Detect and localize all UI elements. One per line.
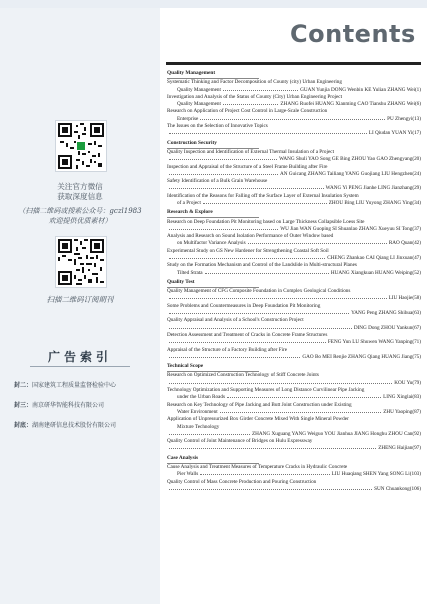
- author-line: [167, 445, 421, 452]
- article-title: Detection Assessment and Treatment of Cracks in Concrete Frame Structures: [167, 331, 328, 338]
- toc-entry[interactable]: [167, 479, 421, 494]
- ad-row: [14, 380, 160, 389]
- article-title: Systematic Thinking and Factor Decomposition of County (city) Urban Engineering: [167, 79, 342, 86]
- dot-leader: [200, 119, 385, 120]
- section-heading: Construction Security: [167, 139, 217, 146]
- dot-leader: [227, 397, 381, 398]
- page-number: (20): [412, 156, 421, 163]
- toc-entry[interactable]: [167, 79, 421, 94]
- toc-entry[interactable]: [167, 262, 421, 277]
- dot-leader: [223, 104, 278, 105]
- section-heading: Quality Management: [167, 70, 216, 77]
- article-title: Research on Optimized Construction Technology of Stiff Concrete Joints: [167, 372, 319, 379]
- article-title: Some Problems and Countermeasures in Deep Foundation Pit Monitoring: [167, 302, 321, 309]
- toc-entry[interactable]: [167, 372, 421, 387]
- author-line: [167, 200, 421, 207]
- author-line: [167, 171, 421, 178]
- section-heading: Research & Explore: [167, 209, 213, 216]
- ad-label: 封底：: [14, 422, 33, 429]
- dot-leader: [169, 434, 250, 435]
- table-of-contents: [167, 68, 421, 493]
- toc-entry[interactable]: [167, 149, 421, 164]
- page-number: (37): [412, 225, 421, 232]
- article-title-continued: Pier Walls: [177, 471, 199, 478]
- author-line: [167, 354, 421, 361]
- toc-entry[interactable]: [167, 248, 421, 263]
- toc-entry[interactable]: [167, 108, 421, 123]
- page-number: (79): [412, 379, 421, 386]
- dot-leader: [220, 412, 382, 413]
- ad-row: [14, 400, 160, 409]
- left-panel: [0, 8, 160, 604]
- wechat-qr-code: [55, 120, 107, 172]
- section-heading: Technical Scope: [167, 363, 204, 370]
- article-title-continued: Quality Management: [177, 101, 221, 108]
- scan-caption-line-2: 欢迎提供优质素材）: [48, 217, 112, 225]
- dot-leader: [169, 357, 300, 358]
- article-title: Analysis and Research on Sound Isolation Performance of Outer Window based: [167, 233, 334, 240]
- dot-leader: [169, 328, 352, 329]
- page-number: (83): [412, 394, 421, 401]
- article-authors: CHENG Zhankao CAI Qiang LI Jinxuan: [327, 255, 413, 262]
- section-heading: Quality Test: [167, 279, 195, 286]
- author-line: [167, 101, 421, 108]
- author-line: [167, 130, 421, 137]
- toc-entry[interactable]: [167, 416, 421, 438]
- article-title-continued: Water Environment: [177, 408, 218, 415]
- author-line: [167, 295, 421, 302]
- page-number: (87): [412, 408, 421, 415]
- ad-text: 国家建筑工程质量监督检验中心: [32, 382, 117, 389]
- page-number: (92): [412, 430, 421, 437]
- dot-leader: [169, 258, 325, 259]
- article-title: Research on Key Technology of Pipe Jacking and Butt Joint Construction under Existing: [167, 401, 352, 408]
- dot-leader: [169, 383, 392, 384]
- author-line: [167, 87, 421, 94]
- article-authors: WU Jian WAN Guoping SI Shuanlao ZHANG Xueyuu SI Tong: [280, 225, 413, 232]
- author-line: [167, 270, 421, 277]
- subscribe-caption: 扫描二维码订阅期刊: [46, 295, 114, 304]
- page-number: (17): [412, 130, 421, 137]
- author-line: [167, 310, 421, 317]
- article-title-continued: Mixture Technology: [177, 423, 220, 430]
- article-title-continued: under the Urban Roads: [177, 394, 225, 401]
- author-line: [167, 185, 421, 192]
- article-authors: FENG Yun LU Shuwen WANG Yanping: [327, 339, 413, 346]
- page-number: (106): [409, 485, 421, 492]
- article-title: Technology Optimization and Supporting Measures of Long Distance Curvilinear Pipe Jacking: [167, 387, 365, 394]
- follow-caption-line-1: 关注官方微信: [57, 182, 103, 191]
- follow-caption-line-2: 获取深度信息: [57, 192, 103, 201]
- page-number: (67): [412, 324, 421, 331]
- author-line: [167, 486, 421, 493]
- toc-entry[interactable]: [167, 332, 421, 347]
- toc-entry[interactable]: [167, 347, 421, 362]
- article-title: Investigation and Analysis of the Status of County (City) Urban Engineering Project: [167, 93, 343, 100]
- page-number: (24): [412, 170, 421, 177]
- article-authors: KOU Yu: [394, 379, 413, 386]
- author-line: [167, 116, 421, 123]
- article-authors: SUN Chuankong: [374, 485, 410, 492]
- toc-entry[interactable]: [167, 438, 421, 453]
- subscribe-qr-code: [55, 236, 107, 288]
- dot-leader: [223, 90, 298, 91]
- article-authors: ZHANG Ruofei HUANG Xianming CAO Tianshu ZHANG Wei: [280, 101, 415, 108]
- toc-entry[interactable]: [167, 94, 421, 109]
- dot-leader: [169, 298, 387, 299]
- article-title: Quality Control of Joint Maintenance of Bridges on Hulu Expressway: [167, 438, 313, 445]
- author-line: [167, 325, 421, 332]
- dot-leader: [200, 474, 329, 475]
- article-title: Application of Unpressurized Box Girder Concrete Mixed With Single Mineral Powder: [167, 416, 349, 423]
- article-authors: ZHENG Haijian: [378, 445, 413, 452]
- dot-leader: [169, 133, 367, 134]
- toc-entry[interactable]: [167, 123, 421, 138]
- toc-entry[interactable]: [167, 387, 421, 402]
- article-title: The Issues on the Selection of Innovative Topics: [167, 123, 268, 130]
- dot-leader: [248, 243, 387, 244]
- article-title-continued: Quality Management: [177, 86, 221, 93]
- article-title: Quality Management of CFG Composite Foundation in Complex Geological Conditions: [167, 288, 351, 295]
- top-band: [0, 0, 427, 8]
- toc-entry[interactable]: [167, 464, 421, 479]
- page-number: (1): [414, 86, 421, 93]
- scan-caption: [0, 206, 160, 226]
- author-line: [167, 409, 421, 416]
- author-line: [167, 471, 421, 478]
- article-authors: PU Zhengyi: [387, 115, 413, 122]
- dot-leader: [169, 448, 376, 449]
- dot-leader: [169, 313, 349, 314]
- page-number: (97): [412, 445, 421, 452]
- article-title: Research on Application of Project Cost Control in Large-Scale Construction: [167, 108, 328, 115]
- article-authors: WANG Yi PENG Jianhe LING Jianzhang: [325, 185, 413, 192]
- page-number: (63): [412, 310, 421, 317]
- article-authors: ZHOU Bing LIU Yuyong ZHANG Ying: [328, 199, 413, 206]
- article-title: Cause Analysis and Treatment Measures of Temperature Cracks in Hydraulic Concrete: [167, 463, 348, 470]
- article-title: Quality Inspection and Identification of External Thermal Insulation of a Project: [167, 148, 335, 155]
- page-number: (58): [412, 295, 421, 302]
- article-authors: HUANG Xiangkuan HUANG Weiping: [330, 269, 413, 276]
- article-title: Identification of the Reasons for Falling off the Surface Layer of External Insulation System: [167, 192, 359, 199]
- toc-entry[interactable]: [167, 402, 421, 417]
- article-title: Appraisal of the Structure of a Factory Building after Fire: [167, 346, 287, 353]
- author-line: [167, 431, 421, 438]
- author-line: [167, 394, 421, 401]
- ad-text: 南京研华智能科技有限公司: [32, 402, 105, 409]
- ad-index-rule: [30, 366, 130, 367]
- page-number: (42): [412, 240, 421, 247]
- dot-leader: [169, 174, 278, 175]
- article-authors: GAO Bo MEI Renjie ZHANG Qiang HUANG Jiang: [302, 353, 413, 360]
- article-title-continued: Enterprise: [177, 115, 199, 122]
- article-authors: ZHU Yaoping: [383, 408, 413, 415]
- author-line: [167, 380, 421, 387]
- author-line: [167, 156, 421, 163]
- page-number: (29): [412, 185, 421, 192]
- toc-entry[interactable]: [167, 219, 421, 234]
- title-rule: [166, 62, 421, 65]
- article-title-continued: of a Project: [177, 199, 201, 206]
- section-heading: Case Analysis: [167, 454, 199, 461]
- article-authors: RAO Quan: [388, 240, 413, 247]
- toc-entry[interactable]: [167, 164, 421, 179]
- article-title: Study on the Formation Mechanism and Control of the Landslide in Multi-structural Planes: [167, 262, 357, 269]
- author-line: [167, 226, 421, 233]
- page-number: (75): [412, 353, 421, 360]
- article-authors: AN Guicang ZHANG Tailiang YANG Guojiang LIU Hengzhen: [280, 170, 413, 177]
- article-title: Quality Appraisal and Analysis of a School's Construction Project: [167, 317, 304, 324]
- page-title: Contents: [290, 20, 416, 48]
- page-number: (103): [409, 471, 421, 478]
- follow-caption: [0, 182, 160, 202]
- article-authors: GUAN Yunjia DONG Wenbin KE Yulian ZHANG Wei: [300, 86, 415, 93]
- article-title: Experimental Study on GS New Hardener for Strengthening Coastal Soft Soil: [167, 247, 329, 254]
- dot-leader: [169, 188, 324, 189]
- article-authors: LIU Huaqiang SHEN Yang SONG Li: [331, 471, 410, 478]
- page-number: (6): [414, 101, 421, 108]
- ad-label: 封二：: [14, 382, 33, 389]
- article-title: Inspection and Appraisal of the Structure of a Steel Frame Building after Fire: [167, 163, 328, 170]
- page-number: (52): [412, 269, 421, 276]
- dot-leader: [169, 229, 278, 230]
- author-line: [167, 339, 421, 346]
- ad-index-title: 广告索引: [47, 350, 112, 364]
- author-line: [167, 255, 421, 262]
- article-title: Quality Control of Mass Concrete Production and Pouring Construction: [167, 478, 317, 485]
- dot-leader: [203, 203, 327, 204]
- toc-entry[interactable]: [167, 233, 421, 248]
- scan-caption-line-1: （扫描二维码或搜索公众号：gczl1983: [18, 207, 142, 215]
- toc-entry[interactable]: [167, 178, 421, 193]
- article-title: Research on Deep Foundation Pit Monitoring based on Large Thickness Collapsible Loess Site: [167, 218, 365, 225]
- page-number: (34): [412, 199, 421, 206]
- ad-label: 封三：: [14, 402, 33, 409]
- article-title-continued: Tilted Strata: [177, 269, 203, 276]
- article-authors: ZHANG Xuguang YANG Weiguo YOU Jianhua JIANG Honghu ZHOU Can: [252, 430, 413, 437]
- article-authors: YANG Peng ZHANG Shihua: [351, 310, 413, 317]
- dot-leader: [169, 489, 372, 490]
- author-line: [167, 240, 421, 247]
- dot-leader: [205, 273, 329, 274]
- article-title-continued: on Multifactor Variance Analysis: [177, 240, 246, 247]
- toc-entry[interactable]: [167, 303, 421, 318]
- article-title: Safety Identification of a Bulk Grain Warehouse: [167, 178, 268, 185]
- article-authors: LI Qiudan YUAN Yi: [368, 130, 413, 137]
- ad-row: [14, 420, 160, 429]
- article-authors: WANG Shuli YAO Song GE Bing ZHOU Yao GAO Zhengyang: [279, 156, 413, 163]
- toc-entry[interactable]: [167, 288, 421, 303]
- article-authors: DING Dong ZHOU Yankun: [353, 324, 413, 331]
- dot-leader: [169, 159, 277, 160]
- toc-panel: [160, 8, 427, 604]
- page-number: (13): [412, 115, 421, 122]
- article-authors: LIU Haojie: [388, 295, 413, 302]
- article-authors: LING Xinglai: [383, 394, 413, 401]
- dot-leader: [169, 342, 326, 343]
- ad-text: 湖南建研信息技术股份有限公司: [32, 422, 117, 429]
- page-number: (47): [412, 255, 421, 262]
- toc-entry[interactable]: [167, 317, 421, 332]
- toc-entry[interactable]: [167, 193, 421, 208]
- page-number: (71): [412, 339, 421, 346]
